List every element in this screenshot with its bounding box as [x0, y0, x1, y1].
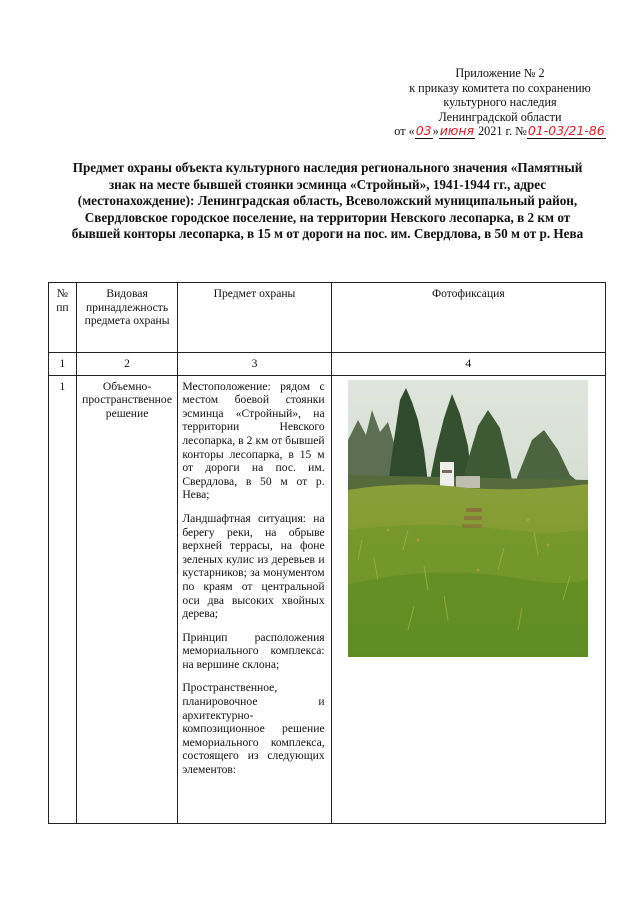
protection-subject-table [48, 282, 606, 824]
memorial-photo [348, 380, 588, 657]
subject-location: Местоположение: рядом с местом боевой стоянки эсминца «Стройный», на территории Невского лесопарка, в 2 км от бывшей конторы лесопарка, в 15 м от дороги на пос. им. Свердлова, в 50 м от р. Нева; [182, 379, 325, 502]
appendix-line-region: Ленинградской области [438, 109, 562, 124]
appendix-line-order-ref: к приказу комитета по сохранению [409, 80, 591, 95]
column-number: 1 [49, 353, 77, 376]
appendix-title: Приложение № 2 [455, 66, 545, 80]
appendix-block [380, 66, 620, 139]
subject-composition: Пространственное, планировочное и архитектурно-композиционное решение мемориального комплекса, состоящего из следующих элементов: [182, 681, 325, 777]
column-number: 4 [331, 353, 605, 376]
appendix-line-heritage: культурного наследия [443, 95, 557, 110]
row-photo [331, 375, 605, 823]
order-date-line [380, 124, 620, 139]
header-subject: Предмет охраны [178, 283, 331, 353]
order-prefix: от « [394, 124, 415, 139]
column-number: 3 [178, 353, 331, 376]
header-num: № пп [49, 283, 77, 353]
column-numbers-row [49, 353, 606, 376]
header-type: Видовая принадлежность предмета охраны [76, 283, 178, 353]
subject-placement: Принцип расположения мемориального комплекса: на вершине склона; [182, 630, 325, 671]
header-photo: Фотофиксация [331, 283, 605, 353]
order-month-handwritten: июня [439, 123, 475, 139]
table-header-row [49, 283, 606, 353]
order-mid: » [432, 124, 439, 139]
row-subject [178, 375, 331, 823]
order-number-handwritten: 01-03/21-86 [527, 123, 605, 139]
order-day-handwritten: 03 [415, 123, 432, 139]
order-year: 2021 г. № [478, 124, 527, 139]
row-num: 1 [49, 375, 77, 823]
row-type: Объемно-пространственное решение [76, 375, 178, 823]
subject-landscape: Ландшафтная ситуация: на берегу реки, на обрыве верхней террасы, на фоне зеленых кулис из деревьев и кустарников; за монументом по краям от центральной оси два высоких хвойных дерева; [182, 511, 325, 621]
column-number: 2 [76, 353, 178, 376]
table-row [49, 375, 606, 823]
document-title: Предмет охраны объекта культурного наследия регионального значения «Памятный знак на месте бывшей стоянки эсминца «Стройный», 1941-1944 гг., адрес (местонахождение): Ленинградская область, Всеволожский муниципальный район, Свердловское городское поселение, на территории Невского лесопарка, в 2 км от бывшей конторы лесопарка, в 15 м от дороги на пос. им. Свердлова, в 50 м от р. Нева [71, 160, 584, 242]
